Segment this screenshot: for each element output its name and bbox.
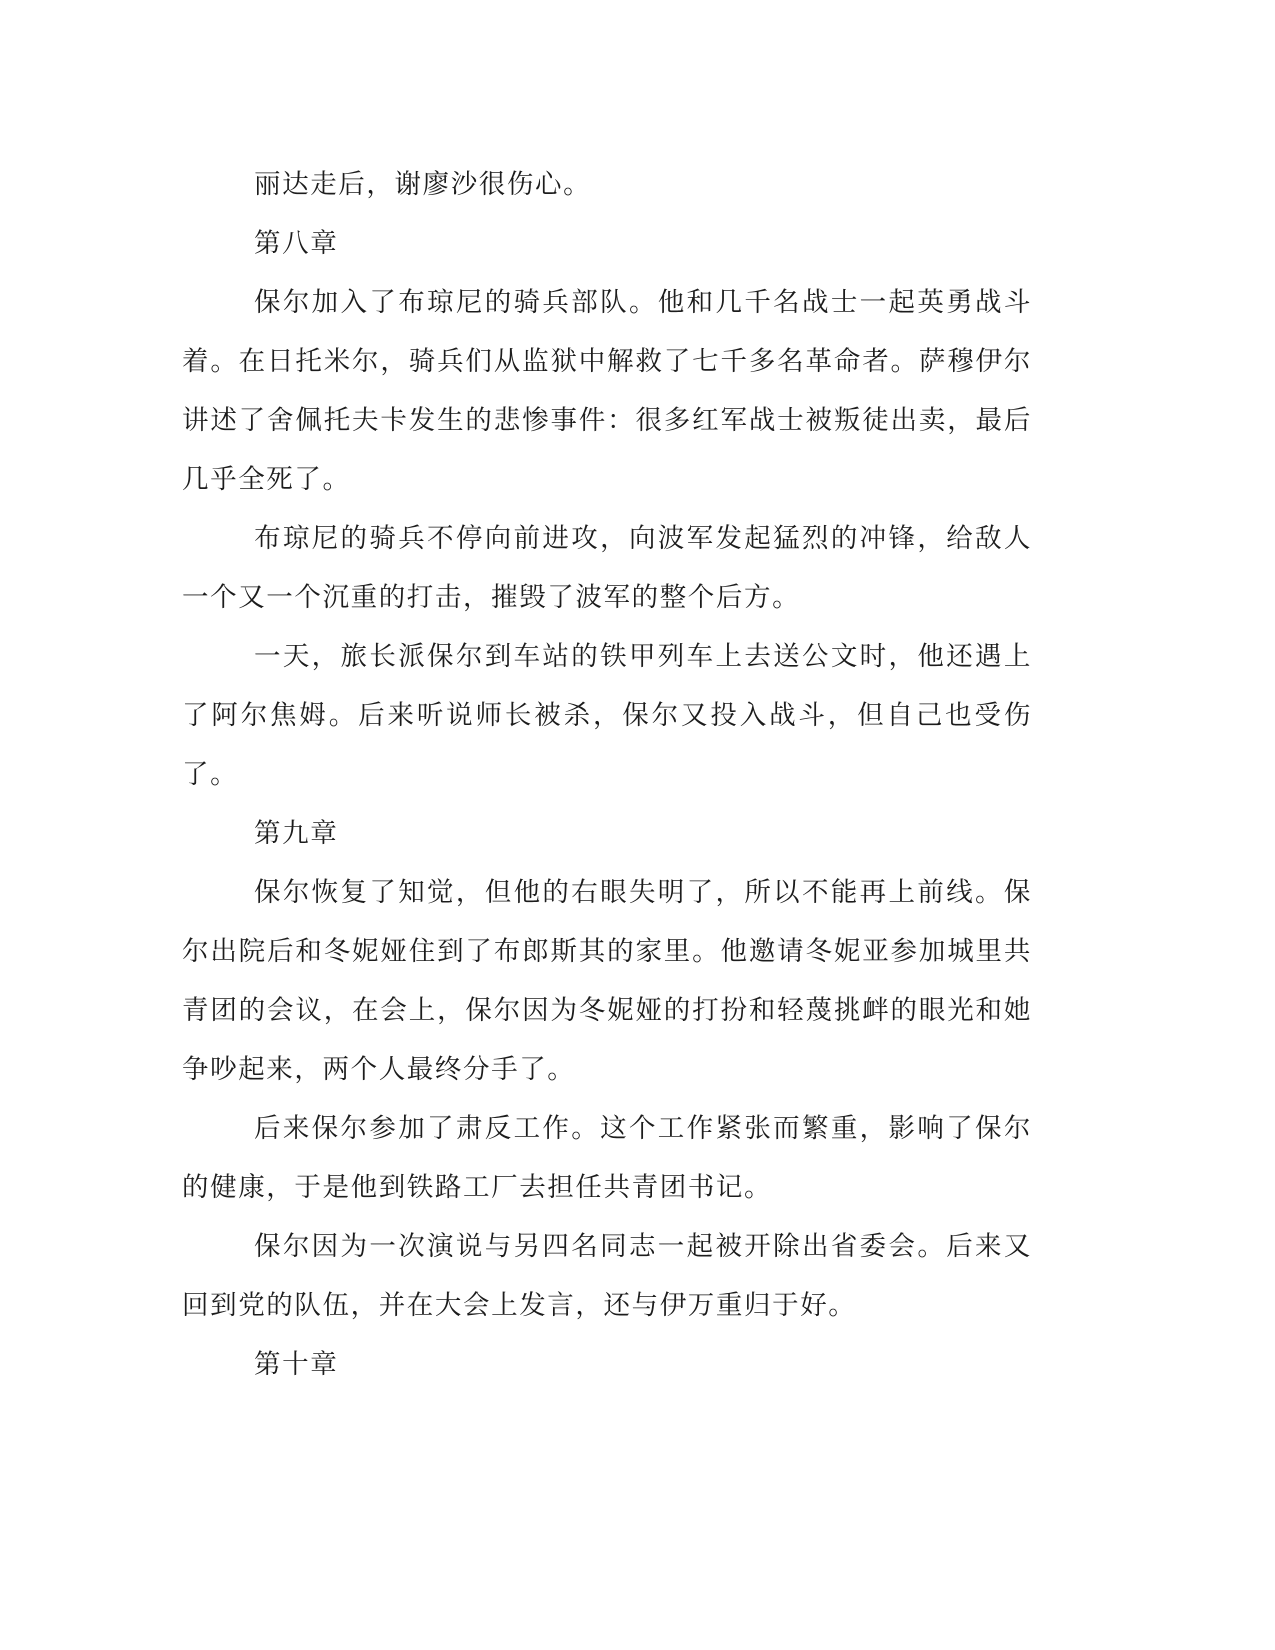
paragraph-armored-train: 一天，旅长派保尔到车站的铁甲列车上去送公文时，他还遇上了阿尔焦姆。后来听说师长被杀，保尔又投入战斗，但自己也受伤了。 [182,641,1032,790]
paragraph-expulsion: 保尔因为一次演说与另四名同志一起被开除出省委会。后来又回到党的队伍，并在大会上发言，还与伊万重归于好。 [182,1231,1032,1321]
paragraph-lida-left: 丽达走后，谢廖沙很伤心。 [254,169,592,200]
paragraph-cheka-work: 后来保尔参加了肃反工作。这个工作紧张而繁重，影响了保尔的健康，于是他到铁路工厂去担任共青团书记。 [182,1113,1032,1203]
chapter-heading-10: 第十章 [254,1349,339,1380]
paragraph-offensive: 布琼尼的骑兵不停向前进攻，向波军发起猛烈的冲锋，给敌人一个又一个沉重的打击，摧毁了波军的整个后方。 [182,523,1032,613]
document-body [182,155,1032,1394]
paragraph-recovery: 保尔恢复了知觉，但他的右眼失明了，所以不能再上前线。保尔出院后和冬妮娅住到了布郎斯其的家里。他邀请冬妮亚参加城里共青团的会议，在会上，保尔因为冬妮娅的打扮和轻蔑挑衅的眼光和她争吵起来，两个人最终分手了。 [182,877,1032,1085]
chapter-heading-9: 第九章 [254,818,339,849]
paragraph-cavalry: 保尔加入了布琼尼的骑兵部队。他和几千名战士一起英勇战斗着。在日托米尔，骑兵们从监狱中解救了七千多名革命者。萨穆伊尔讲述了舍佩托夫卡发生的悲惨事件：很多红军战士被叛徒出卖，最后几乎全死了。 [182,287,1032,495]
chapter-heading-8: 第八章 [254,228,339,259]
